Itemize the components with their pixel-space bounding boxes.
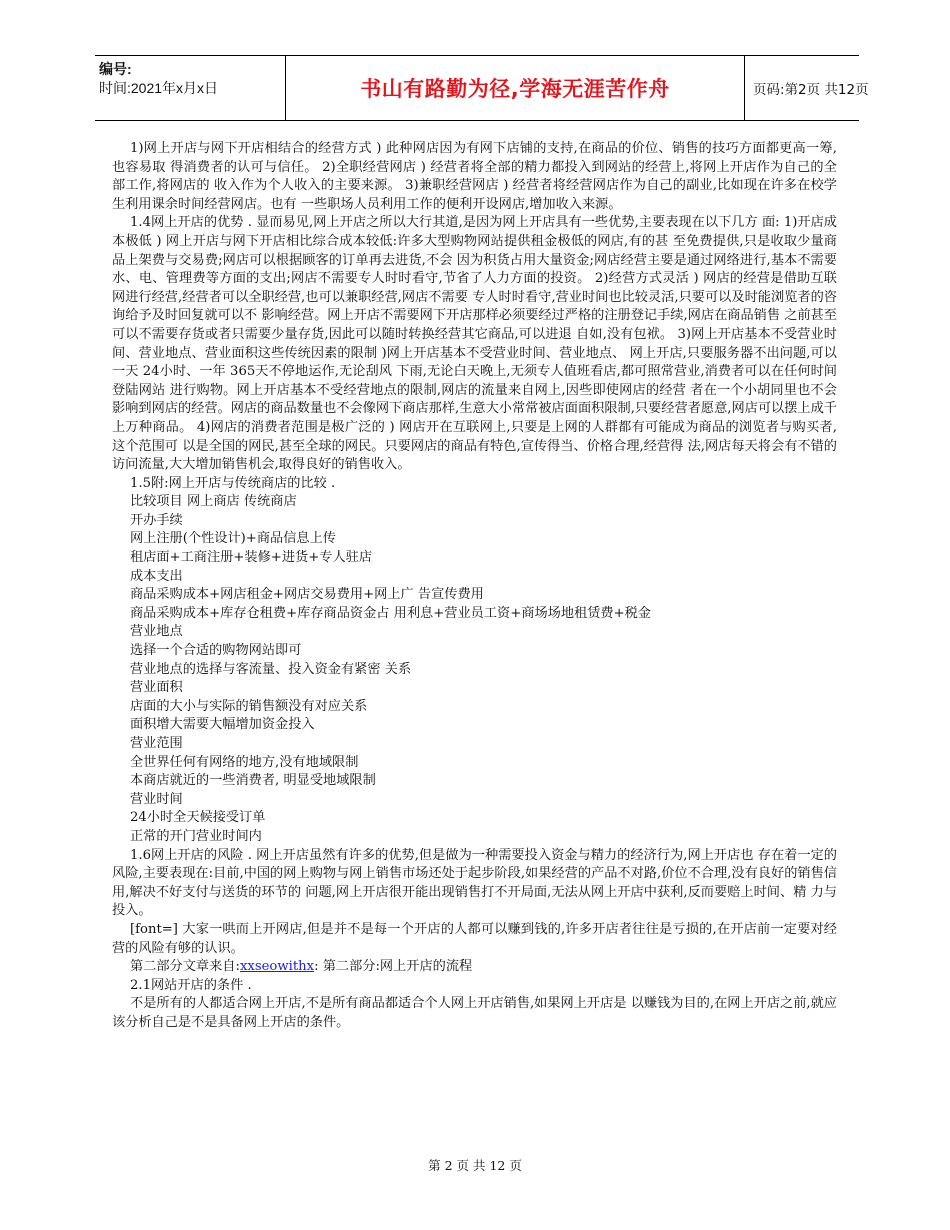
comparison-line: 24小时全天候接受订单: [130, 810, 266, 826]
paragraph-store-types: 1)网上开店与网下开店相结合的经营方式 ) 此种网店因为有网下店铺的支持,在商品的价位、销售的技巧方面都更高一筹,也容易取 得消费者的认可与信任。 2)全职经营网店 ) 经营者将全部的精力都投入到网站的经营上,将网上开店作为自己的全部工作,将网店的 收入作为个人收入的主要来源。 3)兼职经营网店 ) 经营者将经营网店作为自己的副业,比如现在许多在校学生利用课余时间经营网店。也有 一些职场人员利用工作的便利开设网店,增加收入来源。: [112, 141, 837, 212]
comparison-line: 营业范围: [130, 736, 183, 751]
source-link[interactable]: xxseowithx: [239, 959, 315, 975]
header-meta: [95, 56, 285, 120]
page-header: [95, 55, 869, 121]
source-prefix: 第二部分文章来自:: [130, 959, 240, 975]
comparison-line: 营业面积: [130, 680, 183, 696]
comparison-line: 本商店就近的一些消费者, 明显受地域限制: [130, 773, 376, 789]
comparison-line: 开办手续: [130, 512, 183, 528]
comparison-line: 营业时间: [130, 791, 183, 807]
comparison-line: 商品采购成本+库存仓租费+库存商品资金占 用利息+营业员工资+商场场地租赁费+税金: [130, 605, 651, 621]
comparison-heading: 1.5附:网上开店与传统商店的比较 .: [130, 475, 336, 491]
comparison-line: 面积增大需要大幅增加资金投入: [130, 717, 315, 733]
paragraph-conditions: 不是所有的人都适合网上开店,不是所有商品都适合个人网上开店销售,如果网上开店是 以赚钱为目的,在网上开店之前,就应该分析自己是不是具备网上开店的条件。: [112, 996, 837, 1030]
header-page-label: 页码:第2页 共12页: [753, 82, 869, 98]
doc-number-label: 编号:: [99, 61, 132, 77]
comparison-line: 租店面+工商注册+装修+进货+专人驻店: [130, 550, 373, 566]
comparison-line: 营业地点: [130, 624, 183, 640]
doc-time-label: 时间:2021年x月x日: [99, 80, 219, 96]
comparison-line: 正常的开门营业时间内: [130, 828, 262, 844]
comparison-line: 营业地点的选择与客流量、投入资金有紧密 关系: [130, 661, 412, 677]
comparison-line: 选择一个合适的购物网站即可: [130, 643, 302, 659]
paragraph-advantages: 1.4网上开店的优势 . 显而易见,网上开店之所以大行其道,是因为网上开店具有一些优势,主要表现在以下几方 面: 1)开店成本极低 ) 网上开店与网下开店相比综合成本较低:许多大型购物网站提供租金极低的网店,有的甚 至免费提供,只是收取少量商品上架费与交易费;网店可以根据顾客的订单再去进货,不会 因为积货占用大量资金;网店经营主要是通过网络进行,基本不需要水、电、管理费等方面的支出;网店不需要专人时时看守,节省了人力方面的投资。 2)经营方式灵活 ) 网店的经营是借助互联网进行经营,经营者可以全职经营,也可以兼职经营,网店不需要 专人时时看守,营业时间也比较灵活,只要可以及时能浏览者的咨询给予及时回复就可以不 影响经营。网上开店不需要网下开店那样必须要经过严格的注册登记手续,网店在商品销售 之前甚至可以不需要存货或者只需要少量存货,因此可以随时转换经营其它商品,可以进退 自如,没有包袱。 3)网上开店基本不受营业时间、营业地点、营业面积这些传统因素的限制 )网上开店基本不受营业时间、营业地点、 网上开店,只要服务器不出问题,可以一天 24小时、一年 365天不停地运作,无论刮风 下雨,无论白天晚上,无须专人值班看店,都可照常营业,消费者可以在任何时间登陆网站 进行购物。网上开店基本不受经营地点的限制,网店的流量来自网上,因些即使网店的经营 者在一个小胡同里也不会影响到网店的经营。网店的商品数量也不会像网下商店那样,生意大小常常被店面面积限制,只要经营者愿意,网店可以摆上成千上万种商品。 4)网店的消费者范围是极广泛的 ) 网店开在互联网上,只要是上网的人群都有可能成为商品的浏览者与购买者,这个范围可 以是全国的网民,甚至全球的网民。只要网店的商品有特色,宣传得当、价格合理,经营得 法,网店每天将会有不错的访问流量,大大增加销售机会,取得良好的销售收入。: [112, 215, 837, 473]
comparison-line: 全世界任何有网络的地方,没有地域限制: [130, 754, 359, 770]
comparison-line: 比较项目 网上商店 传统商店: [130, 494, 297, 510]
document-body: [112, 140, 837, 1033]
page-footer: 第 2 页 共 12 页: [428, 1158, 522, 1173]
comparison-line: 成本支出: [130, 568, 183, 584]
paragraph-risks: 1.6网上开店的风险 . 网上开店虽然有许多的优势,但是做为一种需要投入资金与精力的经济行为,网上开店也 存在着一定的风险,主要表现在:目前,中国的网上购物与网上销售市场还处于起步阶段,如果经营的产品不对路,价位不合理,没有良好的销售信用,解决不好支付与送货的环节的 问题,网上开店很开能出现销售打不开局面,无法从网上开店中获利,反而要赔上时间、精 力与投入。: [112, 847, 837, 919]
header-motto: 书山有路勤为径,学海无涯苦作舟: [285, 56, 745, 120]
paragraph-caution: [font=] 大家一哄而上开网店,但是并不是每一个开店的人都可以赚到钱的,许多开店者往往是亏损的,在开店前一定要对经营的风险有够的认识。: [112, 921, 837, 956]
part-two-title: : 第二部分:网上开店的流程: [314, 959, 473, 975]
comparison-line: 网上注册(个性设计)+商品信息上传: [130, 531, 336, 547]
comparison-line: 店面的大小与实际的销售额没有对应关系: [130, 698, 368, 714]
comparison-line: 商品采购成本+网店租金+网店交易费用+网上广 告宣传费用: [130, 587, 484, 603]
section-heading-conditions: 2.1网站开店的条件 .: [130, 977, 252, 993]
paragraph-part-two-source: [112, 958, 837, 977]
